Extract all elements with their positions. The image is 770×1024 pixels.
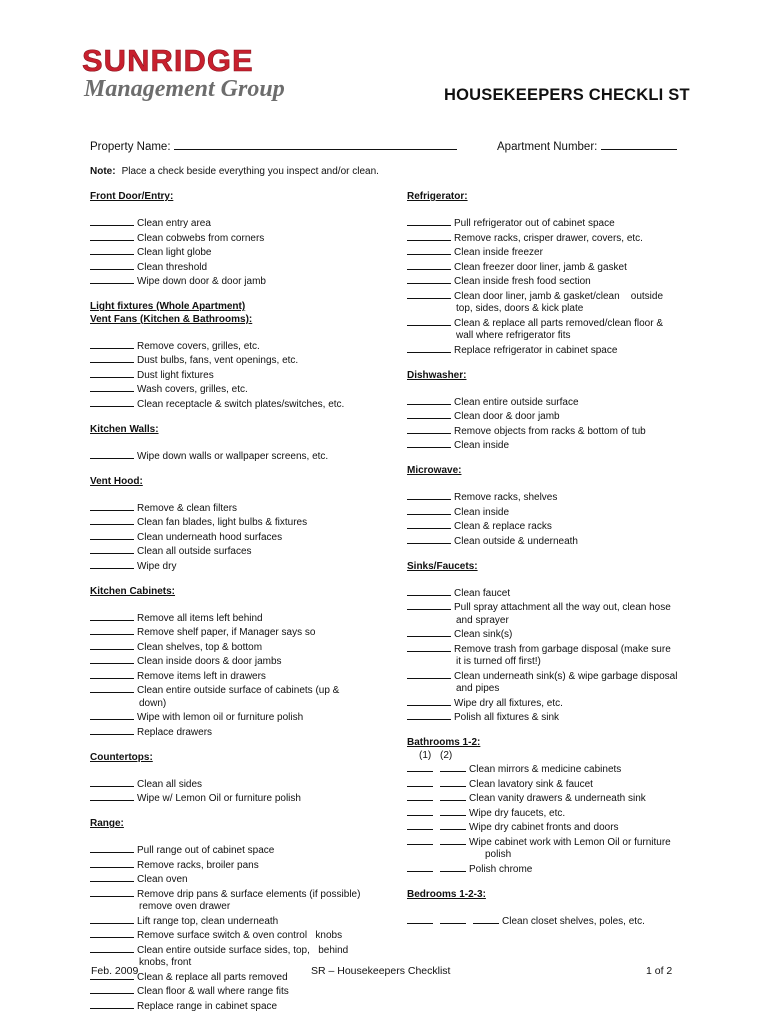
section-heading: Dishwasher: [407, 369, 467, 381]
checklist-item: Wipe with lemon oil or furniture polish [90, 710, 390, 725]
check-blank [90, 640, 134, 650]
check-blank [407, 696, 451, 706]
check-blank [407, 490, 451, 500]
section-heading: Vent Hood: [90, 475, 143, 487]
checklist-item: Clean all outside surfaces [90, 544, 390, 559]
checklist-item: Remove racks, broiler pans [90, 858, 390, 873]
check-blank [90, 216, 134, 226]
footer-page-number: 1 of 2 [646, 965, 673, 977]
checklist-item: Clean inside fresh food section [407, 274, 697, 289]
check-blank [407, 519, 451, 529]
apartment-number-blank [601, 138, 677, 150]
check-blank [440, 914, 466, 924]
checklist-item: Remove surface switch & oven control knobs [90, 928, 390, 943]
note-label: Note: [90, 166, 116, 177]
checklist-item: Clean light globe [90, 245, 390, 260]
section-heading: Kitchen Walls: [90, 423, 159, 435]
check-blank [407, 642, 451, 652]
checklist-item: Polish chrome [407, 862, 697, 877]
check-blank [90, 683, 134, 693]
apartment-number-label: Apartment Number: [497, 141, 598, 153]
checklist-item: Clean all sides [90, 777, 390, 792]
checklist-item: Clean door & door jamb [407, 409, 697, 424]
checklist-item: Clean entire outside surface sides, top, behind [90, 943, 390, 958]
checklist-item: Clean underneath hood surfaces [90, 530, 390, 545]
checklist-item: Clean receptacle & switch plates/switches, etc. [90, 397, 390, 412]
check-blank [407, 600, 451, 610]
check-blank [407, 409, 451, 419]
checklist-item: Wipe dry all fixtures, etc. [407, 696, 697, 711]
checklist-item: Clean & replace all parts removed [90, 970, 390, 985]
check-blank [440, 777, 466, 787]
logo-wordmark: SUNRIDGE [82, 43, 254, 78]
checklist-item: Clean cobwebs from corners [90, 231, 390, 246]
check-blank [440, 820, 466, 830]
section-heading: Microwave: [407, 465, 462, 476]
check-blank [440, 806, 466, 816]
checklist-item: Clean inside [407, 438, 697, 453]
checklist-item: Clean mirrors & medicine cabinets [407, 762, 697, 777]
checklist-item: Lift range top, clean underneath [90, 914, 390, 929]
checklist-item: Clean closet shelves, poles, etc. [407, 914, 697, 929]
checklist-item-continuation: wall where refrigerator fits [456, 330, 571, 341]
footer-date: Feb. 2009 [91, 965, 139, 977]
checklist-item: Clean floor & wall where range fits [90, 984, 390, 999]
checklist-item: Clean entire outside surface [407, 395, 697, 410]
checklist-item: Clean & replace all parts removed/clean floor & [407, 316, 697, 331]
check-blank [90, 530, 134, 540]
right-column [407, 191, 697, 928]
checklist-item: Clean inside doors & door jambs [90, 654, 390, 669]
checklist-item: Replace range in cabinet space [90, 999, 390, 1014]
checklist-item: Clean shelves, top & bottom [90, 640, 390, 655]
check-blank [407, 260, 451, 270]
check-blank [90, 611, 134, 621]
checklist-item: Clean door liner, jamb & gasket/clean outside [407, 289, 697, 304]
check-blank [407, 274, 451, 284]
check-blank [407, 820, 433, 830]
check-blank [407, 627, 451, 637]
checklist-item: Pull spray attachment all the way out, clean hose [407, 600, 697, 615]
checklist-item: Wipe cabinet work with Lemon Oil or furniture [407, 835, 697, 850]
property-name-field [90, 138, 457, 153]
checklist-item: Polish all fixtures & sink [407, 710, 697, 725]
checklist-item: Wash covers, grilles, etc. [90, 382, 390, 397]
section-heading: Bedrooms 1-2-3: [407, 888, 486, 900]
check-blank [407, 424, 451, 434]
checklist-item: Remove & clean filters [90, 501, 390, 516]
check-blank [407, 777, 433, 787]
checklist-item: Wipe dry faucets, etc. [407, 806, 697, 821]
check-blank [90, 625, 134, 635]
checklist-item: Remove shelf paper, if Manager says so [90, 625, 390, 640]
checklist-item: Clean outside & underneath [407, 534, 697, 549]
check-blank [90, 339, 134, 349]
checklist-item: Clean entire outside surface of cabinets (up & [90, 683, 390, 698]
checklist-item: Clean lavatory sink & faucet [407, 777, 697, 792]
check-blank [90, 843, 134, 853]
check-blank [407, 586, 451, 596]
checklist-item: Clean inside freezer [407, 245, 697, 260]
section-heading: Range: [90, 818, 124, 829]
checklist-item-continuation: remove oven drawer [139, 901, 231, 912]
check-blank [90, 260, 134, 270]
footer-title: SR – Housekeepers Checklist [311, 965, 451, 977]
section-heading: Front Door/Entry: [90, 191, 174, 202]
checklist-item: Clean underneath sink(s) & wipe garbage disposal [407, 669, 697, 684]
checklist-item: Clean threshold [90, 260, 390, 275]
page-title: HOUSEKEEPERS CHECKLI ST [444, 86, 690, 104]
check-blank [407, 806, 433, 816]
check-blank [90, 544, 134, 554]
section-heading: Refrigerator: [407, 191, 468, 202]
check-blank [90, 449, 134, 459]
checklist-item-continuation: down) [139, 697, 167, 709]
check-blank [407, 316, 451, 326]
check-blank [90, 999, 134, 1009]
checklist-item: Wipe dry cabinet fronts and doors [407, 820, 697, 835]
checklist-item: Clean inside [407, 505, 697, 520]
check-blank [90, 984, 134, 994]
sunridge-logo [82, 43, 285, 102]
check-blank [90, 368, 134, 378]
check-blank [407, 791, 433, 801]
check-blank [90, 791, 134, 801]
checklist-item: Remove racks, crisper drawer, covers, etc. [407, 231, 697, 246]
check-blank [90, 353, 134, 363]
section-heading: Bathrooms 1-2: [407, 737, 481, 748]
checklist-item: Clean vanity drawers & underneath sink [407, 791, 697, 806]
checklist-item: Replace drawers [90, 725, 390, 740]
checklist-item-continuation: it is turned off first!) [456, 656, 541, 667]
check-blank [407, 862, 433, 872]
check-blank [90, 725, 134, 735]
checklist-item-continuation: polish [485, 849, 512, 860]
checklist-item-continuation: top, sides, doors & kick plate [456, 303, 584, 314]
check-blank [407, 245, 451, 255]
check-blank [407, 669, 451, 679]
check-blank [90, 231, 134, 241]
check-blank [440, 791, 466, 801]
check-blank [90, 515, 134, 525]
checklist-item: Clean fan blades, light bulbs & fixtures [90, 515, 390, 530]
checklist-item: Remove racks, shelves [407, 490, 697, 505]
note-text: Place a check beside everything you inspect and/or clean. [121, 166, 379, 177]
checklist-item: Wipe dry [90, 559, 390, 574]
check-blank [90, 914, 134, 924]
check-blank [407, 343, 451, 353]
check-blank [90, 928, 134, 938]
checklist-item-continuation: and sprayer [456, 614, 509, 626]
check-blank [407, 395, 451, 405]
section-heading: Countertops: [90, 751, 153, 763]
check-blank [90, 245, 134, 255]
checklist-item: Wipe w/ Lemon Oil or furniture polish [90, 791, 390, 806]
check-blank [90, 887, 134, 897]
check-blank [90, 274, 134, 284]
check-blank [90, 397, 134, 407]
check-blank [407, 710, 451, 720]
checklist-item-continuation: knobs, front [139, 957, 192, 968]
check-blank [440, 862, 466, 872]
check-blank [90, 669, 134, 679]
check-blank [407, 231, 451, 241]
checklist-item: Pull range out of cabinet space [90, 843, 390, 858]
bathroom-column-labels: (1) (2) [419, 749, 453, 761]
section-heading: Light fixtures (Whole Apartment) [90, 301, 246, 312]
check-blank [407, 534, 451, 544]
checklist-item: Remove drip pans & surface elements (if possible) [90, 887, 390, 902]
check-blank [90, 858, 134, 868]
section-heading: Vent Fans (Kitchen & Bathrooms): [90, 313, 253, 325]
left-column [90, 191, 390, 1013]
note [90, 166, 379, 177]
checklist-item: Clean sink(s) [407, 627, 697, 642]
check-blank [407, 438, 451, 448]
check-blank [407, 762, 433, 772]
checklist-item: Clean freezer door liner, jamb & gasket [407, 260, 697, 275]
check-blank [407, 289, 451, 299]
check-blank [407, 914, 433, 924]
checklist-item: Remove all items left behind [90, 611, 390, 626]
checklist-item: Clean oven [90, 872, 390, 887]
check-blank [473, 914, 499, 924]
check-blank [90, 559, 134, 569]
check-blank [440, 762, 466, 772]
check-blank [440, 835, 466, 845]
checklist-item: Dust light fixtures [90, 368, 390, 383]
check-blank [90, 710, 134, 720]
checklist-item: Clean faucet [407, 586, 697, 601]
checklist-item: Clean entry area [90, 216, 390, 231]
check-blank [407, 505, 451, 515]
check-blank [90, 501, 134, 511]
check-blank [407, 835, 433, 845]
checklist-item: Remove objects from racks & bottom of tub [407, 424, 697, 439]
checklist-item-continuation: and pipes [456, 683, 500, 694]
checklist-item: Wipe down door & door jamb [90, 274, 390, 289]
check-blank [90, 654, 134, 664]
checklist-item: Remove items left in drawers [90, 669, 390, 684]
check-blank [90, 777, 134, 787]
checklist-item: Clean & replace racks [407, 519, 697, 534]
logo-subtitle: Management Group [84, 76, 285, 102]
checklist-item: Pull refrigerator out of cabinet space [407, 216, 697, 231]
checklist-item: Replace refrigerator in cabinet space [407, 343, 697, 358]
apartment-number-field [497, 138, 677, 153]
section-heading: Sinks/Faucets: [407, 560, 478, 572]
check-blank [90, 943, 134, 953]
section-heading: Kitchen Cabinets: [90, 585, 176, 597]
checklist-item: Remove trash from garbage disposal (make sure [407, 642, 697, 657]
checklist-item: Wipe down walls or wallpaper screens, etc. [90, 449, 390, 464]
property-name-blank [174, 138, 457, 150]
check-blank [90, 872, 134, 882]
check-blank [407, 216, 451, 226]
checklist-item: Dust bulbs, fans, vent openings, etc. [90, 353, 390, 368]
check-blank [90, 382, 134, 392]
property-name-label: Property Name: [90, 141, 171, 153]
checklist-item: Remove covers, grilles, etc. [90, 339, 390, 354]
